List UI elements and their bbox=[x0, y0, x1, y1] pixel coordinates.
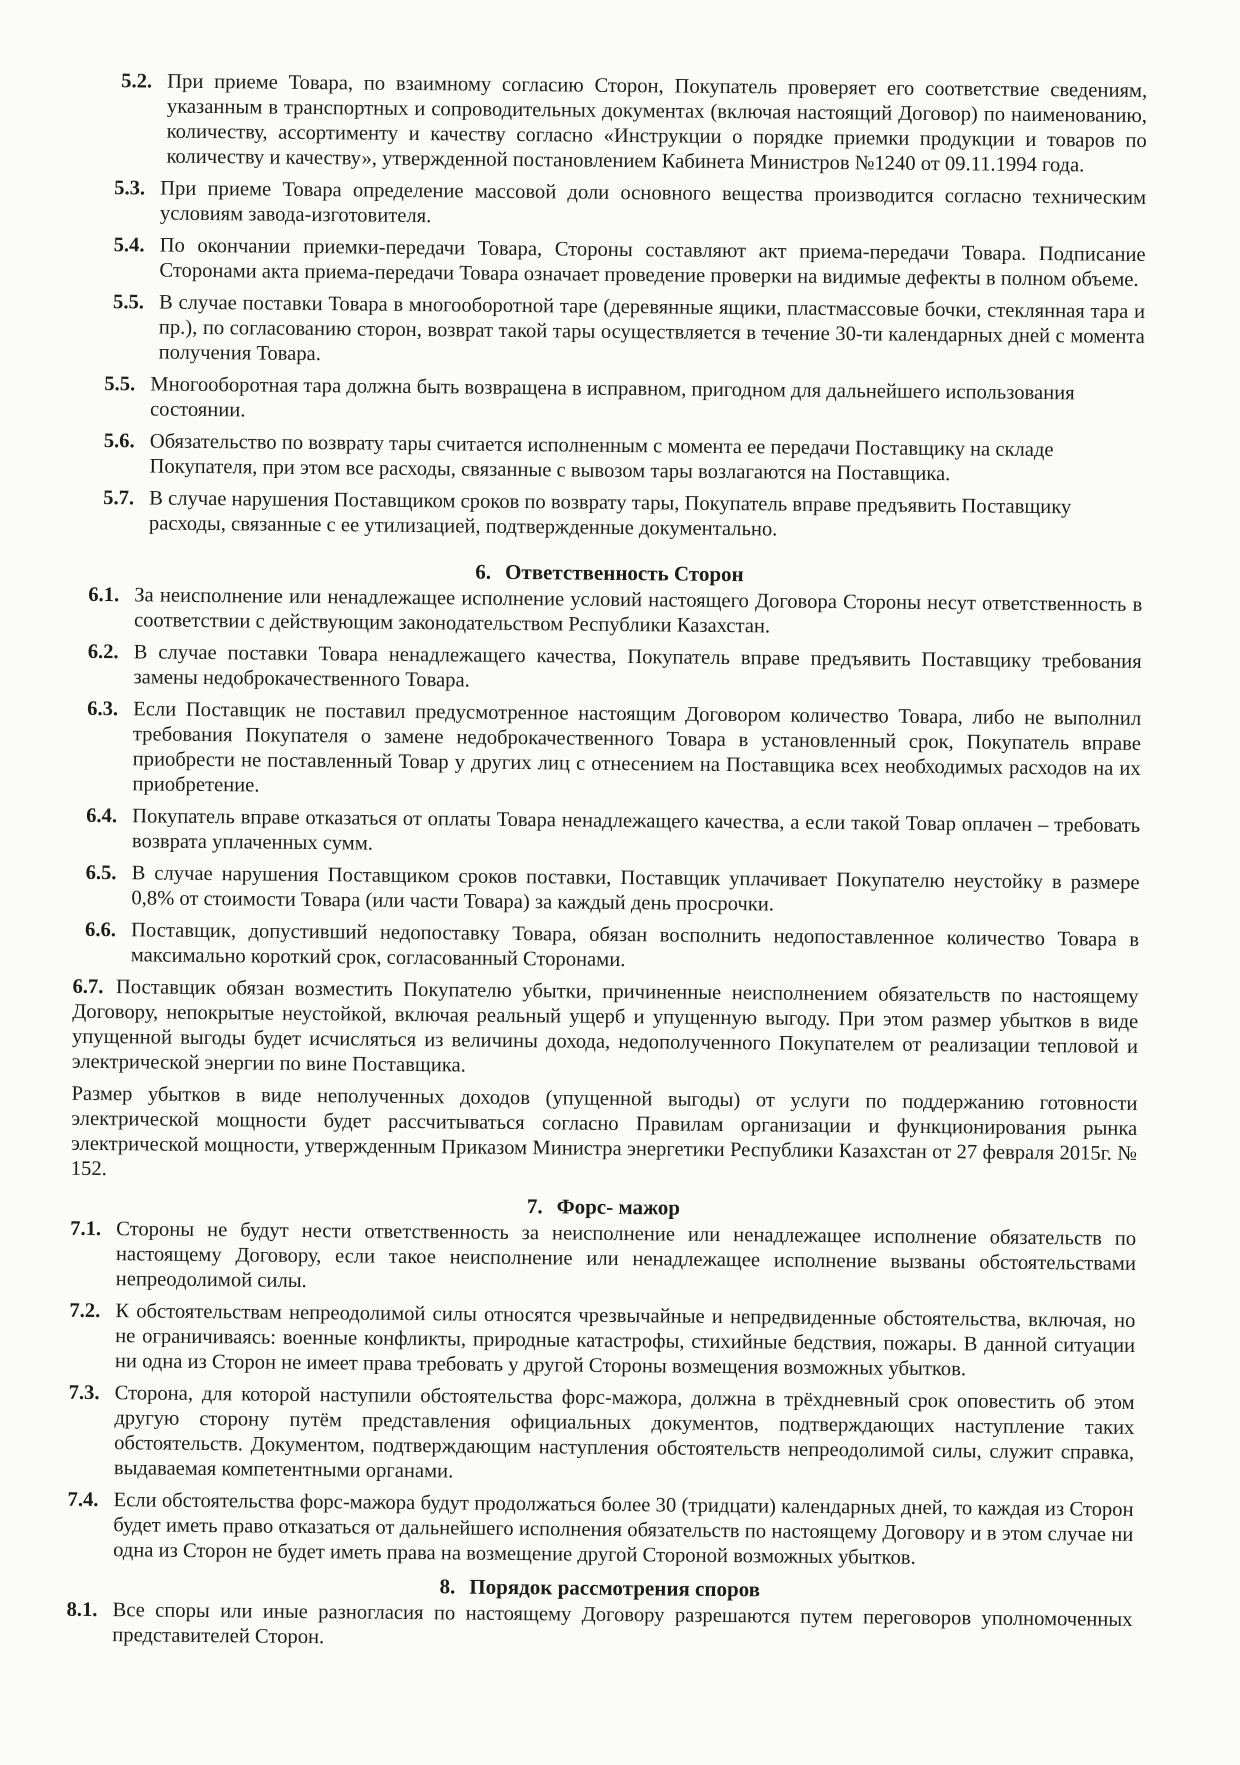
clause-text: Поставщик обязан возместить Покупателю убытки, причиненные неисполнением обязательств по настоящему Договору, непокрытые неустойкой, включая реальный ущерб и упущенную выгоду. При этом размер убытков в виде упущенной выгоды будет исчисляться из величины дохода, недополученного Покупателем от реализации тепловой и электрической энергии по вине Поставщика. bbox=[71, 976, 1139, 1077]
clause-6-2 bbox=[75, 640, 1141, 700]
clause-text: В случае нарушения Поставщиком сроков поставки, Поставщик уплачивает Покупателю неустойку в размере 0,8% от стоимости Товара (или части Товара) за каждый день просрочки. bbox=[131, 862, 1140, 916]
clause-text: При приеме Товара определение массовой доли основного вещества производится согласно техническим условиям завода-изготовителя. bbox=[159, 177, 1147, 228]
clause-number: 7.4. bbox=[67, 1488, 99, 1512]
clause-text: Если обстоятельства форс-мажора будут продолжаться более 30 (тридцати) календарных дней, то каждая из Сторон будет иметь право отказаться от дальнейшего исполнения обязательств по настоящему Договору и в этом случае ни одна из Сторон не будет иметь права на возмещение другой Стороной возможных убытков. bbox=[113, 1489, 1134, 1569]
clause-text: Все споры или иные разногласия по настоящему Договору разрешаются путем переговоров уполномоченных представителей Сторон. bbox=[112, 1599, 1133, 1649]
section-8 bbox=[66, 1571, 1133, 1658]
clause-5-3 bbox=[80, 176, 1146, 236]
clause-5-4 bbox=[79, 233, 1145, 293]
clause-number: 5.3. bbox=[114, 177, 146, 200]
clause-number: 6.2. bbox=[87, 640, 119, 664]
clause-8-1 bbox=[66, 1598, 1132, 1658]
clause-text: В случае поставки Товара в многооборотной таре (деревянные ящики, пластмассовые бочки, стеклянная тара и пр.), по согласованию сторон, возврат такой тары осуществляется в течение 30-ти календарных дней с момента получения Товара. bbox=[158, 291, 1146, 366]
clause-6-7-extra: Размер убытков в виде неполученных доходов (упущенной выгоды) от услуги по поддержанию готовности электрической мощности будет рассчитываться согласно Правилам организации и функционирования рынка электрической мощности, утвержденным Приказом Министра энергетики Республики Казахстан от 27 февраля 2015г. № 152. bbox=[70, 1082, 1138, 1181]
section-7 bbox=[67, 1190, 1137, 1573]
section-title: Ответственность Сторон bbox=[504, 559, 744, 587]
clause-5-5 bbox=[79, 290, 1146, 375]
clause-number: 5.2. bbox=[121, 70, 153, 93]
clause-number: 6.3. bbox=[87, 697, 119, 721]
clause-number: 7.3. bbox=[68, 1381, 100, 1405]
clause-text: Покупатель вправе отказаться от оплаты Товара ненадлежащего качества, а если такой Товар оплачен – требовать возврата уплаченных сумм. bbox=[131, 805, 1141, 855]
clause-6-7 bbox=[72, 975, 1139, 1085]
section-5 bbox=[77, 69, 1147, 546]
clause-text: Стороны не будут нести ответственность за неисполнение или ненадлежащее исполнение обязательств по настоящему Договору, если такое неисполнение или ненадлежащее исполнение вызваны обстоятельствами непреодолимой силы. bbox=[115, 1218, 1137, 1293]
clause-text: Если Поставщик не поставил предусмотренное настоящим Договором количество Товара, либо не выполнил требования Покупателя о замене недоброкачественного Товара в установленный срок, Покупатель вправе приобрести не поставленный Товар у других лиц с отнесением на Поставщика всех необходимых расходов на их приобретение. bbox=[132, 698, 1142, 797]
section-title: Форс- мажор bbox=[556, 1194, 681, 1220]
clause-number: 8.1. bbox=[66, 1598, 98, 1622]
clause-6-5 bbox=[73, 861, 1139, 921]
clause-number: 5.7. bbox=[103, 487, 135, 510]
clause-text: В случае нарушения Поставщиком сроков по возврату тары, Покупатель вправе предъявить Поставщику расходы, связанные с ее утилизацией, подтвержденные документально. bbox=[148, 487, 1072, 541]
clause-6-6 bbox=[73, 918, 1139, 978]
clause-number: 5.5. bbox=[104, 373, 136, 396]
clause-text: Обязательство по возврату тары считается исполненным с момента ее передачи Поставщику на складе Покупателя, при этом все расходы, связанные с вывозом тары возлагаются на Поставщика. bbox=[149, 430, 1054, 486]
clause-text: В случае поставки Товара ненадлежащего качества, Покупатель вправе предъявить Поставщику требования замены недоброкачественного Товара. bbox=[133, 641, 1142, 692]
clause-number: 7.1. bbox=[70, 1217, 102, 1241]
section-title: Порядок рассмотрения споров bbox=[469, 1574, 761, 1602]
clause-7-4 bbox=[67, 1488, 1134, 1573]
clause-number: 6.6. bbox=[84, 918, 117, 942]
clause-number: 6.7. bbox=[72, 975, 104, 999]
clause-text: Многооборотная тара должна быть возвращена в исправном, пригодном для дальнейшего использования состоянии. bbox=[149, 373, 1075, 422]
clause-text: Сторона, для которой наступили обстоятельства форс-мажора, должна в трёхдневный срок оповестить об этом другую сторону путём представления официальных документов, подтверждающих наступление таких обстоятельств. Документом, подтверждающим наступления обстоятельств непреодолимой силы, служит справка, выдаваемая компетентными органами. bbox=[113, 1382, 1135, 1483]
section-number: 8. bbox=[439, 1574, 456, 1599]
clause-6-1 bbox=[76, 583, 1142, 643]
clause-number: 5.5. bbox=[112, 291, 145, 314]
clause-text: При приеме Товара, по взаимному согласию Сторон, Покупатель проверяет его соответствие сведениям, указанным в транспортных и сопроводительных документах (включая настоящий Договор) по наименованию, количеству, ассортименту и качеству согласно «Инструкции о порядке приемки продукции и товаров по количеству и качеству», утвержденной постановлением Кабинета Министров №1240 от 09.11.1994 года. bbox=[166, 70, 1148, 177]
clause-text: Поставщик, допустивший недопоставку Товара, обязан восполнить недопоставленное количество Товара в максимально короткий срок, согласованный Сторонами. bbox=[130, 919, 1140, 972]
clause-5-7 bbox=[77, 486, 1143, 546]
clause-5-5-b bbox=[78, 372, 1144, 432]
clause-text: По окончании приемки-передачи Товара, Стороны составляют акт приема-передачи Товара. Подписание Сторонами акта приема-передачи Товара означает проведение проверки на видимые дефекты в полном объеме. bbox=[159, 234, 1146, 291]
clause-text: За неисполнение или ненадлежащее исполнение условий настоящего Договора Стороны несут ответственность в соответствии с действующим законодательством Республики Казахстан. bbox=[133, 584, 1143, 638]
clause-number: 6.5. bbox=[85, 861, 117, 885]
section-number: 6. bbox=[475, 559, 492, 584]
clause-7-1 bbox=[70, 1217, 1137, 1302]
section-number: 7. bbox=[526, 1194, 543, 1219]
clause-number: 7.2. bbox=[69, 1299, 101, 1323]
clause-5-6 bbox=[77, 429, 1143, 489]
clause-7-2 bbox=[69, 1299, 1136, 1384]
clause-number: 6.1. bbox=[88, 583, 120, 607]
clause-number: 5.4. bbox=[113, 234, 145, 257]
clause-5-2 bbox=[80, 69, 1147, 179]
clause-6-4 bbox=[74, 804, 1140, 864]
section-6 bbox=[71, 556, 1143, 1192]
clause-number: 6.4. bbox=[86, 804, 118, 828]
clause-number: 5.6. bbox=[103, 430, 135, 453]
clause-6-3 bbox=[74, 697, 1141, 807]
clause-text: К обстоятельствам непреодолимой силы относятся чрезвычайные и непредвиденные обстоятельства, включая, но не ограничиваясь: военные конфликты, природные катастрофы, стихийные бедствия, пожары. В данной ситуации ни одна из Сторон не имеет права требовать у другой Стороны возмещения возможных убытков. bbox=[114, 1300, 1136, 1381]
clause-7-3 bbox=[68, 1381, 1135, 1491]
